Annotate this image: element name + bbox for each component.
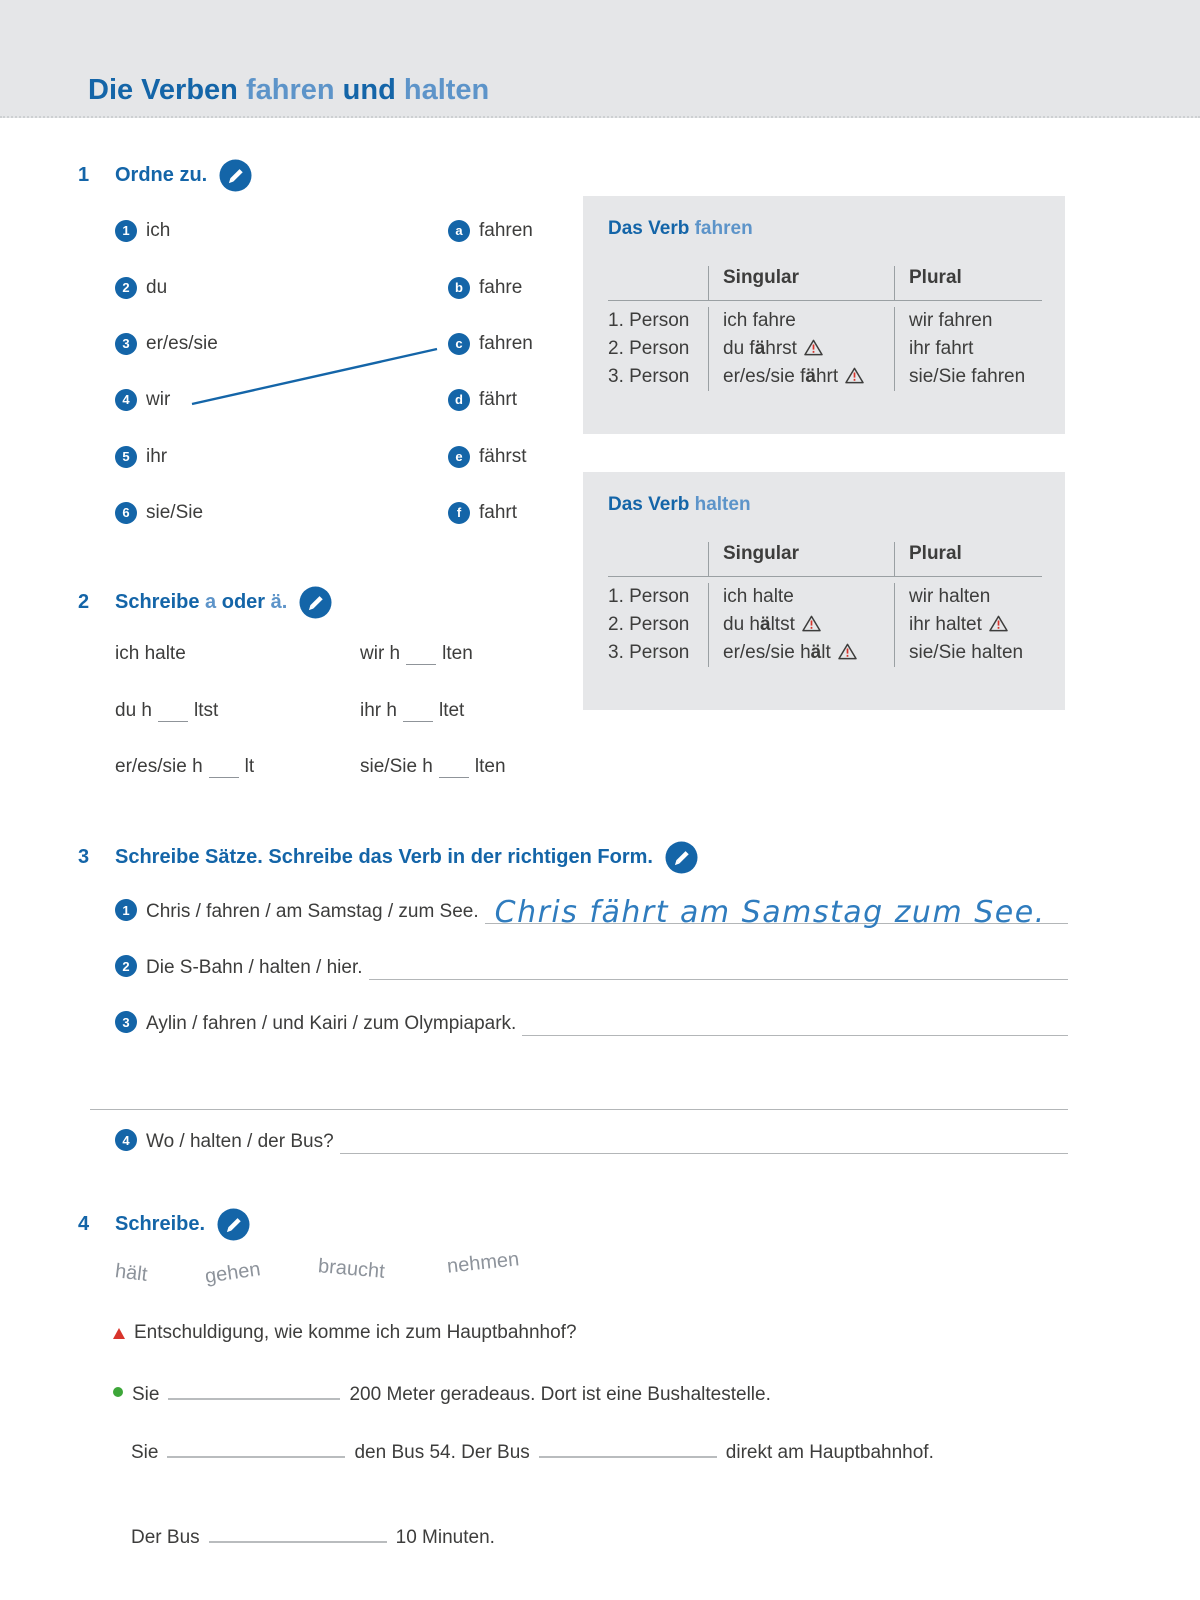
plural-cell (894, 307, 1042, 335)
blank-field[interactable] (209, 757, 239, 778)
table-title-prefix: Das Verb (608, 494, 695, 515)
sentence-prompt: Wo / halten / der Bus? (146, 1131, 334, 1152)
item-text: lt (244, 756, 255, 777)
sentence-prompt: Aylin / fahren / und Kairi / zum Olympiapark. (146, 1013, 517, 1034)
pencil-icon (299, 586, 332, 619)
cell-text: ich fahre (723, 310, 796, 331)
answer-line[interactable] (340, 1119, 1068, 1154)
cell-text: ihr fahrt (909, 338, 974, 359)
letter-badge: a (448, 220, 470, 242)
singular-cell (708, 611, 894, 639)
singular-cell (708, 639, 894, 667)
sentence-prompt: Die S-Bahn / halten / hier. (146, 957, 363, 978)
dialogue-text: direkt am Hauptbahnhof. (725, 1441, 934, 1463)
cell-text: lt (821, 642, 831, 663)
match-right-item-e[interactable] (448, 445, 527, 468)
item-text: ich halte (115, 643, 186, 664)
exercise3-title: Schreibe Sätze. Schreibe das Verb in der richtigen Form. (115, 846, 653, 868)
warning-icon (804, 339, 823, 356)
conjugation-table-halten (608, 542, 1047, 667)
match-line-wir-to-c (115, 332, 465, 415)
column-header-singular: Singular (708, 266, 894, 300)
exercise3-heading (78, 841, 698, 874)
fill-item-sie-Sie (360, 756, 506, 778)
cell-text: hrt (815, 366, 839, 387)
answer-line[interactable] (369, 945, 1068, 980)
exercise1-number: 1 (78, 164, 90, 186)
column-header-singular: Singular (708, 542, 894, 576)
number-badge: 6 (115, 502, 137, 524)
cell-text: du h (723, 614, 760, 635)
exercise2-number: 2 (78, 591, 90, 613)
dialogue-text: Entschuldigung, wie komme ich zum Hauptbahnhof? (134, 1322, 577, 1343)
exercise1-heading (78, 159, 252, 192)
word-bank-braucht: braucht (317, 1255, 386, 1283)
match-right-item-b[interactable] (448, 276, 522, 299)
exercise2-title (115, 591, 287, 614)
blank-field[interactable] (209, 1521, 387, 1543)
number-badge: 4 (115, 389, 137, 411)
match-label: fahrt (479, 501, 518, 523)
table-title (608, 494, 1047, 516)
fill-item-ich-halte (115, 643, 360, 665)
exercise2-heading (78, 586, 332, 619)
blank-field[interactable] (403, 701, 433, 722)
match-left-item-ich[interactable] (115, 219, 170, 242)
match-label: fahren (479, 332, 533, 354)
umlaut-bold: ä (754, 338, 766, 359)
dialogue-text: 200 Meter geradeaus. Dort ist eine Bushaltestelle. (349, 1383, 771, 1405)
match-left-item-ihr[interactable] (115, 445, 167, 468)
empty-header-cell (608, 266, 708, 300)
word-bank-gehen: gehen (203, 1258, 262, 1288)
fill-item-du (115, 700, 360, 722)
word-bank-nehmen: nehmen (445, 1248, 521, 1278)
number-badge: 3 (115, 333, 137, 355)
exercise3-item-2 (115, 946, 1068, 980)
dialogue-text: Sie (132, 1383, 160, 1405)
page-title (88, 74, 489, 107)
table-title-verb: fahren (694, 218, 753, 239)
header-divider (608, 300, 1042, 301)
title-text: Schreibe (115, 591, 206, 613)
cell-text: ltst (770, 614, 795, 635)
singular-cell (708, 307, 894, 335)
plural-cell (894, 639, 1042, 667)
blank-field[interactable] (168, 1378, 340, 1400)
title-part-2: und (334, 74, 404, 106)
exercise3-number: 3 (78, 846, 90, 868)
cell-text: ich halte (723, 586, 794, 607)
plural-cell (894, 583, 1042, 611)
pencil-icon (219, 159, 252, 192)
letter-badge: f (448, 502, 470, 524)
speaker-dot-icon (113, 1387, 123, 1397)
match-label: ich (146, 219, 171, 241)
plural-cell (894, 611, 1042, 639)
cell-text: er/es/sie f (723, 366, 806, 387)
verb-table-box-halten (583, 472, 1065, 710)
match-label: sie/Sie (146, 501, 204, 523)
warning-icon (838, 643, 857, 660)
match-label: er/es/sie (146, 332, 218, 354)
sentence-prompt: Chris / fahren / am Samstag / zum See. (146, 901, 479, 922)
exercise2-row-1 (115, 643, 473, 665)
cell-text: sie/Sie fahren (909, 366, 1026, 387)
title-text: oder (216, 591, 271, 613)
exercise2-row-2 (115, 700, 464, 722)
pencil-icon (217, 1208, 250, 1241)
answer-line[interactable] (522, 1001, 1068, 1036)
match-label: wir (146, 388, 171, 410)
fill-item-ihr (360, 700, 464, 722)
match-label: fahren (479, 219, 533, 241)
cell-text: ihr haltet (909, 614, 982, 635)
blank-field[interactable] (158, 701, 188, 722)
empty-header-cell (608, 542, 708, 576)
letter-badge: b (448, 277, 470, 299)
dialogue-text: den Bus 54. Der Bus (354, 1441, 530, 1463)
table-title-prefix: Das Verb (608, 218, 695, 239)
answer-line-continuation[interactable] (90, 1076, 1068, 1110)
column-header-plural: Plural (894, 542, 1042, 576)
letter-badge: d (448, 389, 470, 411)
pencil-icon (665, 841, 698, 874)
match-right-item-f[interactable] (448, 501, 517, 524)
letter-badge: c (448, 333, 470, 355)
plural-cell (894, 363, 1042, 391)
exercise1-title: Ordne zu. (115, 164, 208, 186)
cell-text: er/es/sie h (723, 642, 811, 663)
title-part-1: Die Verben (88, 74, 246, 106)
person-cell: 2. Person (608, 614, 690, 635)
exercise4-number: 4 (78, 1213, 90, 1235)
item-text: er/es/sie h (115, 756, 203, 777)
umlaut-bold: ä (759, 614, 771, 635)
item-text: sie/Sie h (360, 756, 433, 777)
warning-icon (845, 367, 864, 384)
blank-field[interactable] (406, 644, 436, 665)
speaker-triangle-icon (113, 1328, 125, 1339)
item-text: lten (474, 756, 506, 777)
match-left-item-sie-Sie[interactable] (115, 501, 203, 524)
singular-cell (708, 363, 894, 391)
column-header-plural: Plural (894, 266, 1042, 300)
umlaut-bold: ä (805, 366, 816, 387)
warning-icon (989, 615, 1008, 632)
cell-text: wir fahren (909, 310, 993, 331)
exercise2-row-3 (115, 756, 506, 778)
match-label: du (146, 276, 168, 298)
handwritten-answer: Chris fährt am Samstag zum See. (494, 895, 1046, 930)
warning-icon (802, 615, 821, 632)
dialogue-answer-2 (131, 1436, 934, 1464)
exercise3-item-4 (115, 1120, 1068, 1154)
number-badge: 3 (115, 1011, 137, 1033)
item-text: ihr h (360, 700, 397, 721)
blank-field[interactable] (167, 1436, 345, 1458)
number-badge: 4 (115, 1129, 137, 1151)
table-title (608, 218, 1047, 240)
answer-line[interactable] (485, 889, 1068, 930)
header-divider (608, 576, 1042, 577)
item-text: wir h (360, 643, 401, 664)
cell-text: du f (723, 338, 755, 359)
item-text: du h (115, 700, 152, 721)
word-bank-haelt: hält (113, 1260, 149, 1286)
dialogue-text: 10 Minuten. (395, 1526, 495, 1548)
number-badge: 2 (115, 955, 137, 977)
plural-cell (894, 335, 1042, 363)
table-title-verb: halten (694, 494, 751, 515)
exercise4-heading (78, 1208, 250, 1241)
singular-cell (708, 583, 894, 611)
item-text: ltet (438, 700, 465, 721)
dialogue-answer-1 (113, 1378, 771, 1406)
exercise4-title: Schreibe. (115, 1213, 206, 1235)
title-highlight-a: a (205, 591, 217, 613)
fill-item-wir (360, 643, 473, 665)
dialogue-question (113, 1322, 577, 1344)
match-label: fahre (479, 276, 523, 298)
umlaut-bold: ä (810, 642, 822, 663)
letter-badge: e (448, 446, 470, 468)
cell-text: sie/Sie halten (909, 642, 1024, 663)
cell-text: hrst (765, 338, 797, 359)
blank-field[interactable] (439, 757, 469, 778)
verb-table-box-fahren (583, 196, 1065, 434)
item-text: ltst (193, 700, 219, 721)
person-cell: 1. Person (608, 310, 690, 331)
number-badge: 1 (115, 220, 137, 242)
match-label: fährst (479, 445, 527, 467)
match-label: ihr (146, 445, 168, 467)
blank-field[interactable] (539, 1436, 717, 1458)
person-cell: 3. Person (608, 366, 690, 387)
dialogue-answer-3 (131, 1521, 495, 1549)
fill-item-er-es-sie (115, 756, 360, 778)
dialogue-text: Der Bus (131, 1526, 200, 1548)
number-badge: 2 (115, 277, 137, 299)
match-right-item-a[interactable] (448, 219, 533, 242)
exercise3-item-3 (115, 1002, 1068, 1036)
singular-cell (708, 335, 894, 363)
person-cell: 1. Person (608, 586, 690, 607)
dialogue-text: Sie (131, 1441, 159, 1463)
person-cell: 2. Person (608, 338, 690, 359)
conjugation-table-fahren (608, 266, 1047, 391)
number-badge: 5 (115, 446, 137, 468)
match-label: fährt (479, 388, 518, 410)
exercise3-item-1 (115, 890, 1068, 930)
item-text: lten (442, 643, 473, 664)
title-verb-halten: halten (403, 74, 490, 106)
number-badge: 1 (115, 899, 137, 921)
title-verb-fahren: fahren (245, 74, 335, 106)
person-cell: 3. Person (608, 642, 690, 663)
cell-text: wir halten (909, 586, 991, 607)
match-left-item-du[interactable] (115, 276, 167, 299)
title-highlight-ae: ä. (270, 591, 288, 613)
